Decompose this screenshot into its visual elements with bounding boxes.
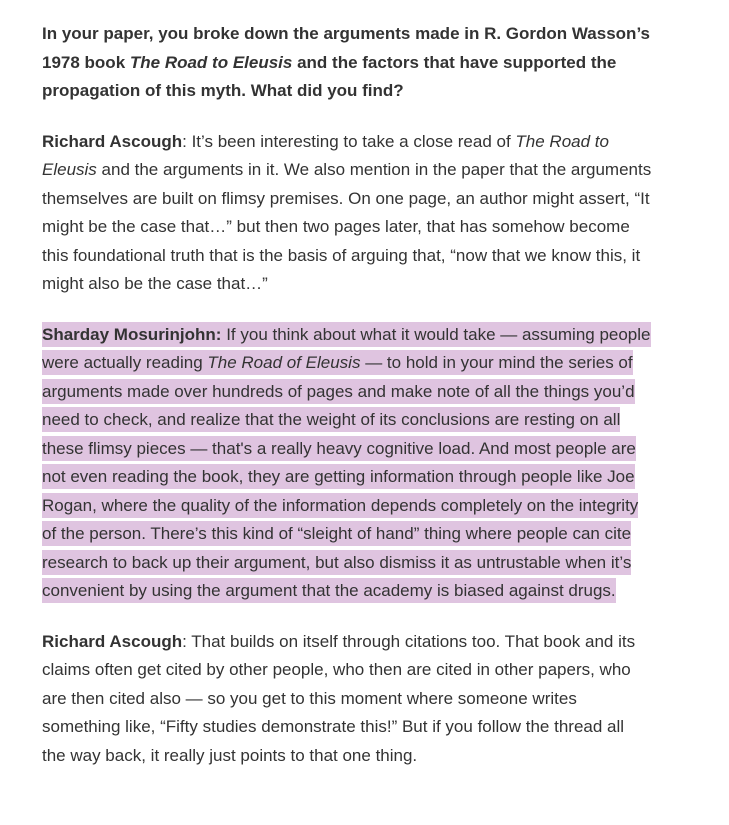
book-title: The Road to Eleusis	[42, 131, 609, 179]
highlighted-passage[interactable]	[42, 322, 651, 604]
book-title: The Road of Eleusis	[207, 353, 361, 372]
answer-text-end: and the arguments in it. We also mention in the paper that the arguments themselves are built on flimsy premises. On one page, an author might assert, “It might be the case that…” but then two pages later, that has somehow become this foundational truth that is the basis of arguing that, “now that we know this, it might also be the case that…”	[42, 160, 652, 293]
interview-article	[42, 20, 652, 792]
answer-text-end: — to hold in your mind the series of arguments made over hundreds of pages and make note of all the things you’d need to check, and realize that the weight of its conclusions are resting on all these flimsy pieces — that's a really heavy cognitive load. And most people are not even reading the book, they are getting information through people like Joe Rogan, where the quality of the information depends completely on the integrity of the person. There’s this kind of “sleight of hand” thing where people can cite research to back up their argument, but also dismiss it as untrustable when it’s convenient by using the argument that the academy is biased against drugs.	[42, 353, 639, 600]
answer-richard-ascough-2	[42, 628, 652, 771]
answer-text-start: It’s been interesting to take a close read of	[191, 131, 516, 151]
answer-sharday-mosurinjohn	[42, 321, 652, 606]
answer-text: That builds on itself through citations too. That book and its claims often get cited by other people, who then are cited in other papers, who are then cited also — so you get to this moment where someone writes something like, “Fifty studies demonstrate this!” But if you follow the thread all the way back, it really just points to that one thing.	[42, 631, 636, 765]
speaker-separator: :	[182, 631, 192, 651]
speaker-name: Richard Ascough	[42, 631, 183, 651]
book-title: The Road to Eleusis	[129, 52, 293, 72]
speaker-name: Sharday Mosurinjohn:	[42, 324, 222, 344]
answer-text-start: If you think about what it would take — assuming people were actually reading	[42, 324, 651, 372]
question-text-start: In your paper, you broke down the arguments made in R. Gordon Wasson’s 1978 book	[42, 24, 650, 72]
answer-richard-ascough-1	[42, 128, 652, 299]
interview-question	[42, 20, 652, 106]
speaker-separator: :	[182, 131, 192, 151]
question-text-end: and the factors that have supported the propagation of this myth. What did you find?	[42, 52, 617, 100]
speaker-name: Richard Ascough	[42, 131, 183, 151]
